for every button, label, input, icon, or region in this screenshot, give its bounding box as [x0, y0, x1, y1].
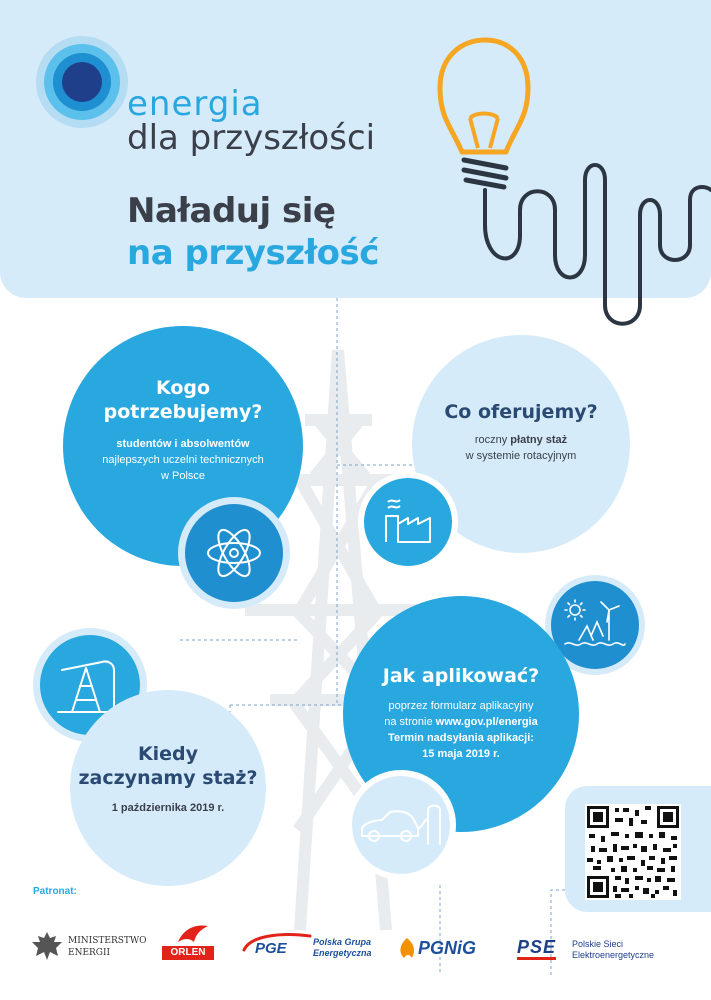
eagle-emblem-icon [30, 928, 64, 964]
who-content [68, 376, 298, 484]
pge-name-2: Energetyczna [313, 948, 372, 958]
orlen-logo: ORLEN [162, 946, 214, 960]
pse-name-2: Elektroenergetyczne [572, 950, 655, 960]
qr-code[interactable] [585, 804, 681, 900]
apply-line-1: poprzez formularz aplikacyjny [388, 700, 534, 712]
apply-title: Jak aplikować? [382, 665, 540, 687]
patronage-label: Patronat: [33, 886, 77, 897]
brand-line-1: energia [127, 84, 263, 124]
who-title-2: potrzebujemy? [103, 401, 263, 423]
apply-content [343, 664, 579, 762]
who-line-3: w Polsce [160, 470, 206, 482]
pgnig-logo: PGNiG [418, 938, 477, 958]
atom-icon [205, 524, 263, 582]
start-content [60, 742, 276, 816]
apply-website-link[interactable]: www.gov.pl/energia [435, 716, 538, 728]
brand-line-2: dla przyszłości [127, 118, 376, 158]
light-bulb-icon [440, 40, 711, 324]
offer-title: Co oferujemy? [444, 401, 598, 423]
pse-name-1: Polskie Sieci [572, 939, 624, 949]
pse-logo: PSE [517, 937, 556, 960]
offer-line-1-pre: roczny [474, 434, 508, 446]
ministry-logo [68, 935, 147, 959]
headline-line-2: na przyszłość [127, 233, 379, 273]
orlen-eagle-icon [176, 922, 210, 946]
who-title-1: Kogo [155, 377, 211, 399]
start-title-2: zaczynamy staż? [78, 767, 258, 789]
ministry-line-1: MINISTERSTWO [68, 936, 147, 946]
offer-content [412, 400, 630, 464]
who-line-1: studentów i absolwentów [116, 438, 250, 450]
pge-name [313, 937, 372, 959]
apply-line-3: Termin nadsyłania aplikacji: [388, 732, 534, 744]
who-line-2: najlepszych uczelni technicznych [102, 454, 264, 466]
brand-logo-icon [36, 36, 128, 128]
start-title-1: Kiedy [137, 743, 199, 765]
renewable-energy-icon [563, 596, 627, 654]
apply-line-2-pre: na stronie [384, 716, 433, 728]
pge-name-1: Polska Grupa [313, 937, 372, 947]
electric-car-icon [356, 800, 446, 850]
ministry-line-2: ENERGII [68, 948, 111, 958]
headline-line-1: Naładuj się [127, 191, 336, 231]
pse-name [572, 939, 654, 961]
apply-deadline: 15 maja 2019 r. [422, 748, 500, 760]
offer-line-2: w systemie rotacyjnym [465, 450, 577, 462]
factory-icon [380, 494, 436, 550]
pge-logo: PGE [255, 940, 287, 957]
pgnig-flame-icon [396, 936, 418, 962]
offer-line-1-bold: płatny staż [510, 434, 568, 446]
start-date: 1 października 2019 r. [111, 802, 225, 814]
